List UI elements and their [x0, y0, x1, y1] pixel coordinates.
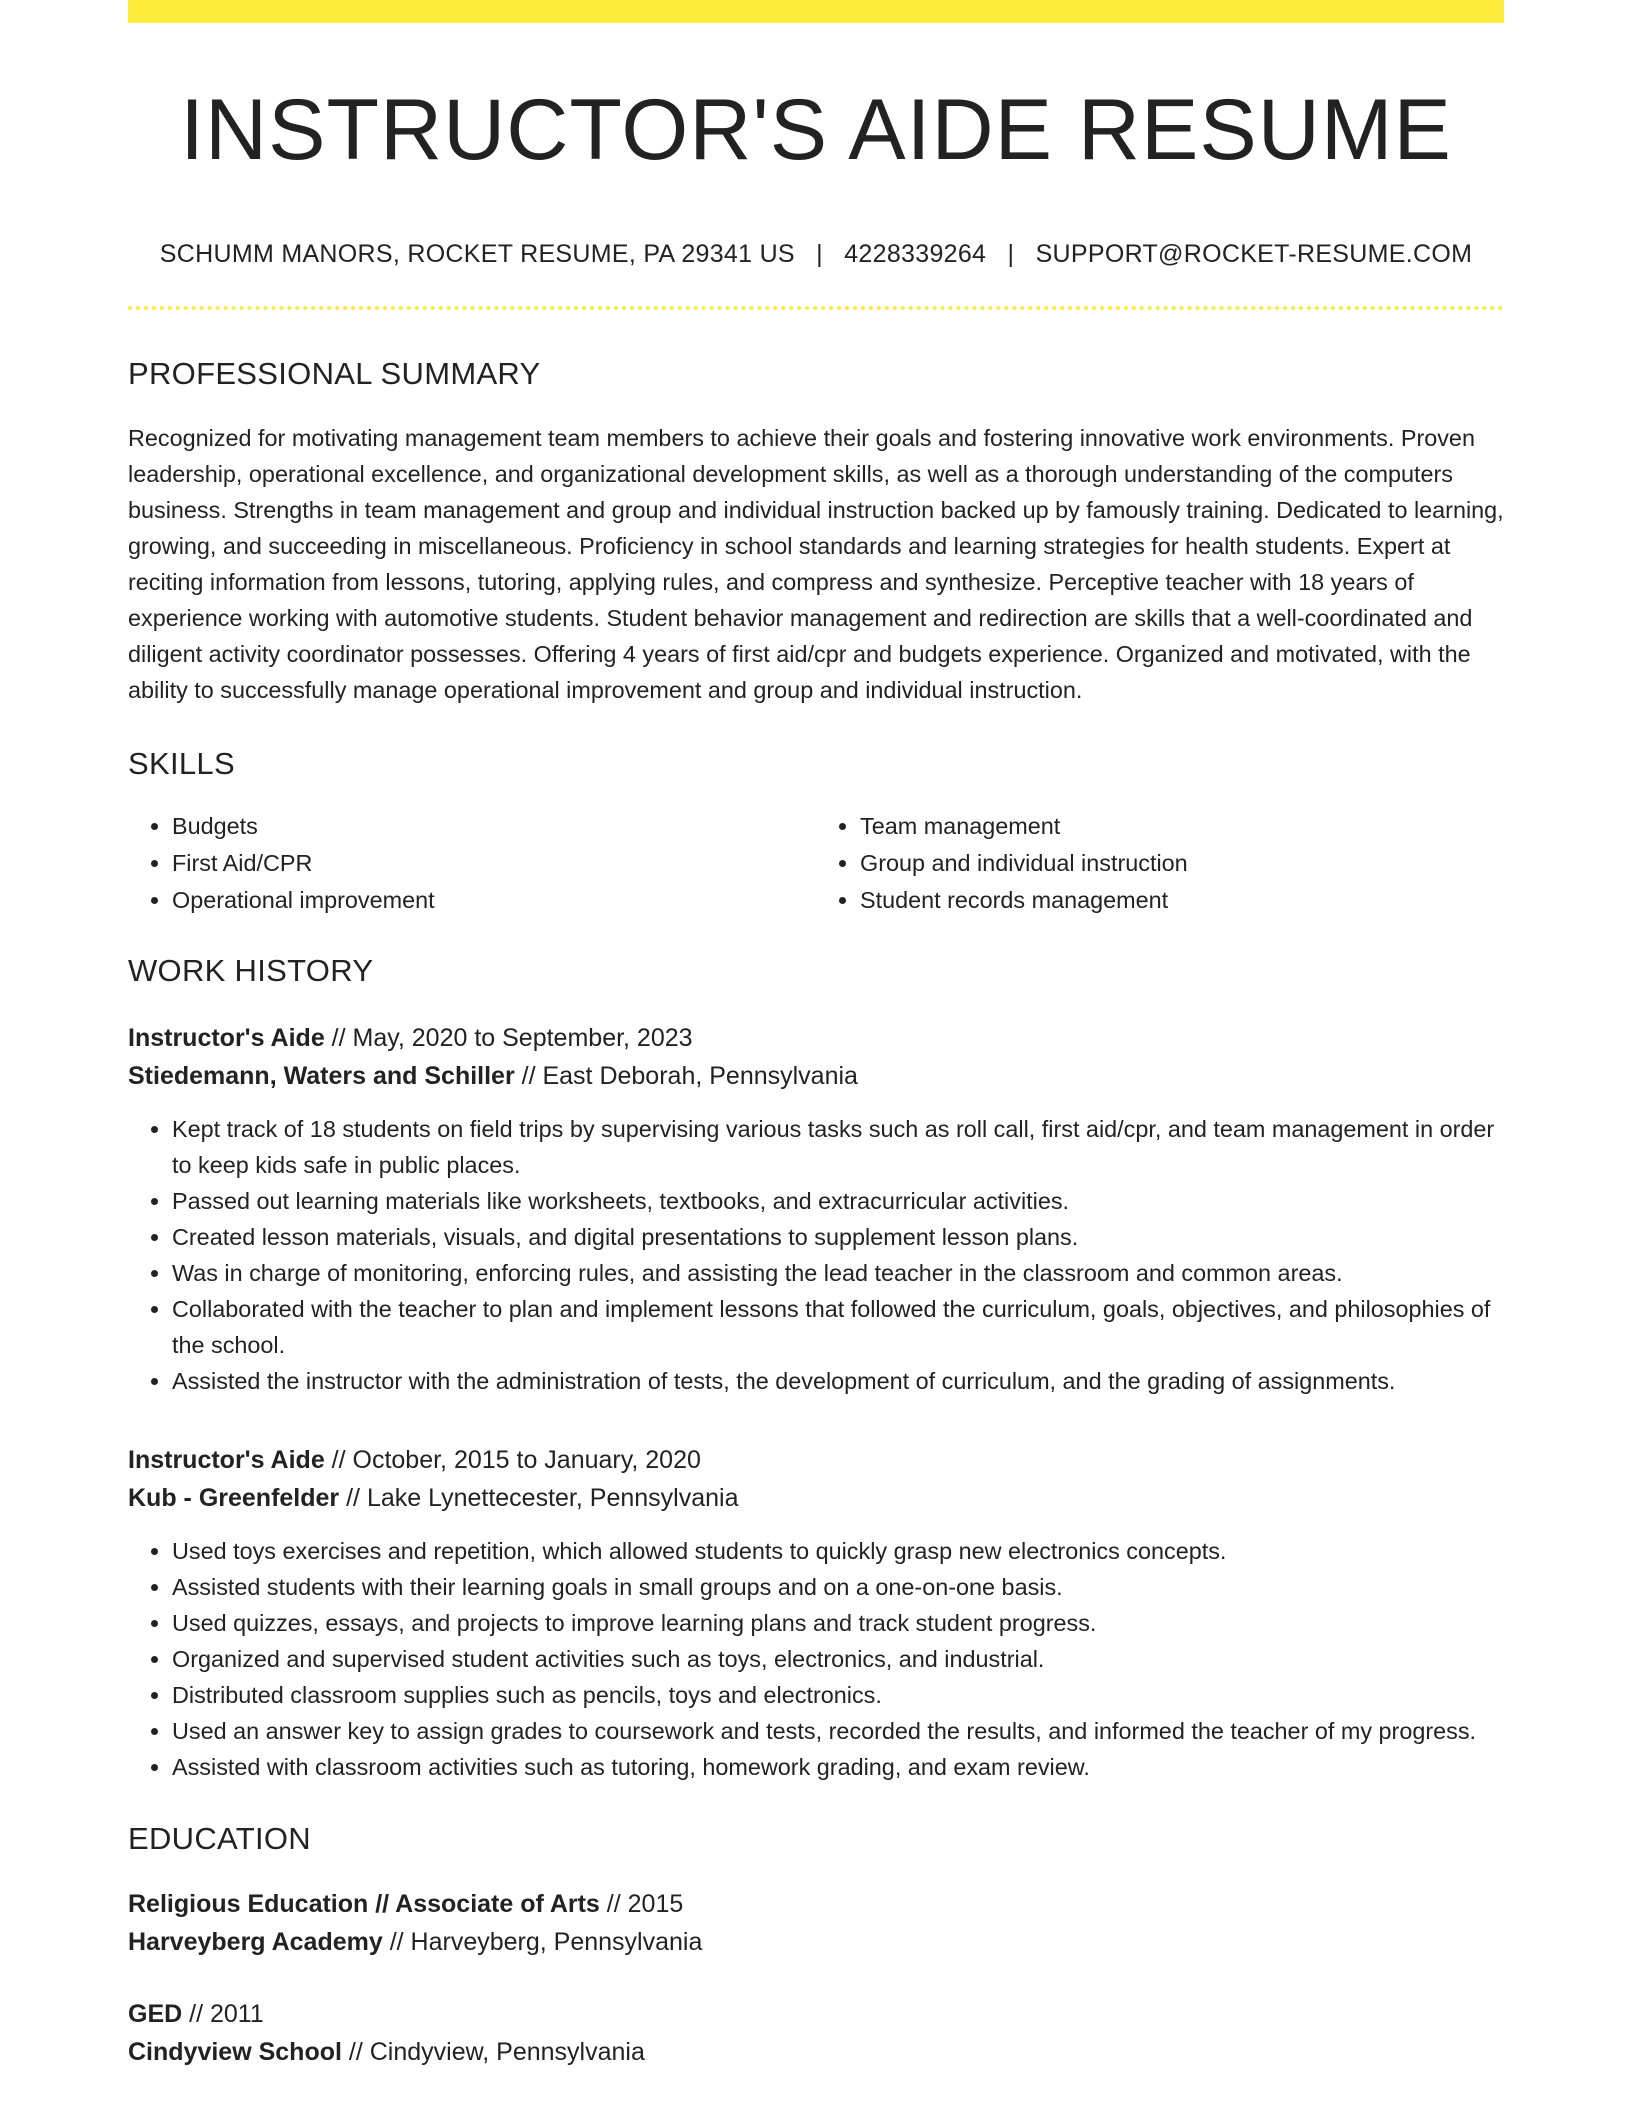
skill-item: • Group and individual instruction — [860, 845, 1504, 882]
skill-item: • Budgets — [172, 808, 816, 845]
job-company: Kub - Greenfelder — [128, 1483, 340, 1512]
contact-address: SCHUMM MANORS, ROCKET RESUME, PA 29341 US — [159, 239, 795, 268]
education-degree: GED — [128, 1999, 183, 2028]
education-year: // 2011 — [189, 1999, 264, 2028]
job-company: Stiedemann, Waters and Schiller — [128, 1061, 515, 1090]
skill-item: • Team management — [860, 808, 1504, 845]
job-bullet: • Used toys exercises and repetition, which allowed students to quickly grasp new electronics concepts. — [172, 1533, 1504, 1569]
job-bullet: • Assisted students with their learning goals in small groups and on a one-on-one basis. — [172, 1569, 1504, 1605]
job-bullet: • Was in charge of monitoring, enforcing rules, and assisting the lead teacher in the classroom and common areas. — [172, 1255, 1504, 1291]
job-title: Instructor's Aide — [128, 1023, 325, 1052]
job-location: // East Deborah, Pennsylvania — [521, 1061, 858, 1090]
skill-item: • Student records management — [860, 882, 1504, 919]
contact-phone: 4228339264 — [844, 239, 987, 268]
education-location: // Harveyberg, Pennsylvania — [389, 1927, 703, 1956]
skills-list — [128, 808, 1504, 919]
resume-page — [128, 0, 1504, 2071]
education-year: // 2015 — [606, 1889, 684, 1918]
contact-separator: | — [1007, 239, 1015, 268]
job-bullet: • Organized and supervised student activities such as toys, electronics, and industrial. — [172, 1641, 1504, 1677]
job-bullet: • Collaborated with the teacher to plan and implement lessons that followed the curriculum, goals, objectives, and philosophies of the school. — [172, 1291, 1504, 1363]
education-school-line — [128, 2033, 1504, 2071]
job-bullet: • Used quizzes, essays, and projects to improve learning plans and track student progress. — [172, 1605, 1504, 1641]
accent-bar — [128, 0, 1504, 23]
skills-heading: SKILLS — [128, 745, 235, 781]
education-degree-line — [128, 1885, 1504, 1923]
job-dates: // May, 2020 to September, 2023 — [331, 1023, 693, 1052]
education-school: Harveyberg Academy — [128, 1927, 383, 1956]
work-history-heading: WORK HISTORY — [128, 952, 374, 988]
job-bullet: • Used an answer key to assign grades to coursework and tests, recorded the results, and informed the teacher of my progress. — [172, 1713, 1504, 1749]
skill-item: • First Aid/CPR — [172, 845, 816, 882]
skill-item: • Operational improvement — [172, 882, 816, 919]
education-school-line — [128, 1923, 1504, 1961]
skills-column-right — [816, 808, 1504, 919]
page-title: INSTRUCTOR'S AIDE RESUME — [180, 82, 1452, 178]
job-bullet: • Assisted the instructor with the administration of tests, the development of curriculum, and the grading of assignments. — [172, 1363, 1504, 1399]
job-title-line — [128, 1019, 1504, 1057]
skills-column-left — [128, 808, 816, 919]
education-heading: EDUCATION — [128, 1820, 311, 1856]
contact-line — [128, 240, 1504, 269]
contact-email: SUPPORT@ROCKET-RESUME.COM — [1035, 239, 1473, 268]
education-location: // Cindyview, Pennsylvania — [348, 2037, 645, 2066]
job-bullets — [128, 1533, 1504, 1785]
summary-heading: PROFESSIONAL SUMMARY — [128, 355, 541, 391]
job-title: Instructor's Aide — [128, 1445, 325, 1474]
education-school: Cindyview School — [128, 2037, 342, 2066]
job-location: // Lake Lynettecester, Pennsylvania — [346, 1483, 739, 1512]
job-bullets — [128, 1111, 1504, 1399]
education-entry — [128, 1995, 1504, 2071]
summary-text: Recognized for motivating management team members to achieve their goals and fostering innovative work environments. Proven leadership, operational excellence, and organizational development skills, as well as a thorough understanding of the computers business. Strengths in team management and group and individual instruction backed up by famously training. Dedicated to learning, growing, and succeeding in miscellaneous. Proficiency in school standards and learning strategies for health students. Expert at reciting information from lessons, tutoring, applying rules, and compress and synthesize. Perceptive teacher with 18 years of experience working with automotive students. Student behavior management and redirection are skills that a well-coordinated and diligent activity coordinator possesses. Offering 4 years of first aid/cpr and budgets experience. Organized and motivated, with the ability to successfully manage operational improvement and group and individual instruction. — [128, 424, 1504, 703]
job-company-line — [128, 1057, 1504, 1095]
education-entry — [128, 1885, 1504, 1961]
job-bullet: • Passed out learning materials like worksheets, textbooks, and extracurricular activities. — [172, 1183, 1504, 1219]
job-bullet: • Kept track of 18 students on field trips by supervising various tasks such as roll call, first aid/cpr, and team management in order to keep kids safe in public places. — [172, 1111, 1504, 1183]
job-dates: // October, 2015 to January, 2020 — [331, 1445, 701, 1474]
job-bullet: • Created lesson materials, visuals, and digital presentations to supplement lesson plans. — [172, 1219, 1504, 1255]
job-bullet: • Assisted with classroom activities such as tutoring, homework grading, and exam review. — [172, 1749, 1504, 1785]
dotted-divider — [128, 306, 1504, 310]
job-title-line — [128, 1441, 1504, 1479]
job-bullet: • Distributed classroom supplies such as pencils, toys and electronics. — [172, 1677, 1504, 1713]
job-entry — [128, 1441, 1504, 1785]
education-degree: Religious Education // Associate of Arts — [128, 1889, 600, 1918]
job-entry — [128, 1019, 1504, 1399]
job-company-line — [128, 1479, 1504, 1517]
education-degree-line — [128, 1995, 1504, 2033]
contact-separator: | — [816, 239, 823, 268]
